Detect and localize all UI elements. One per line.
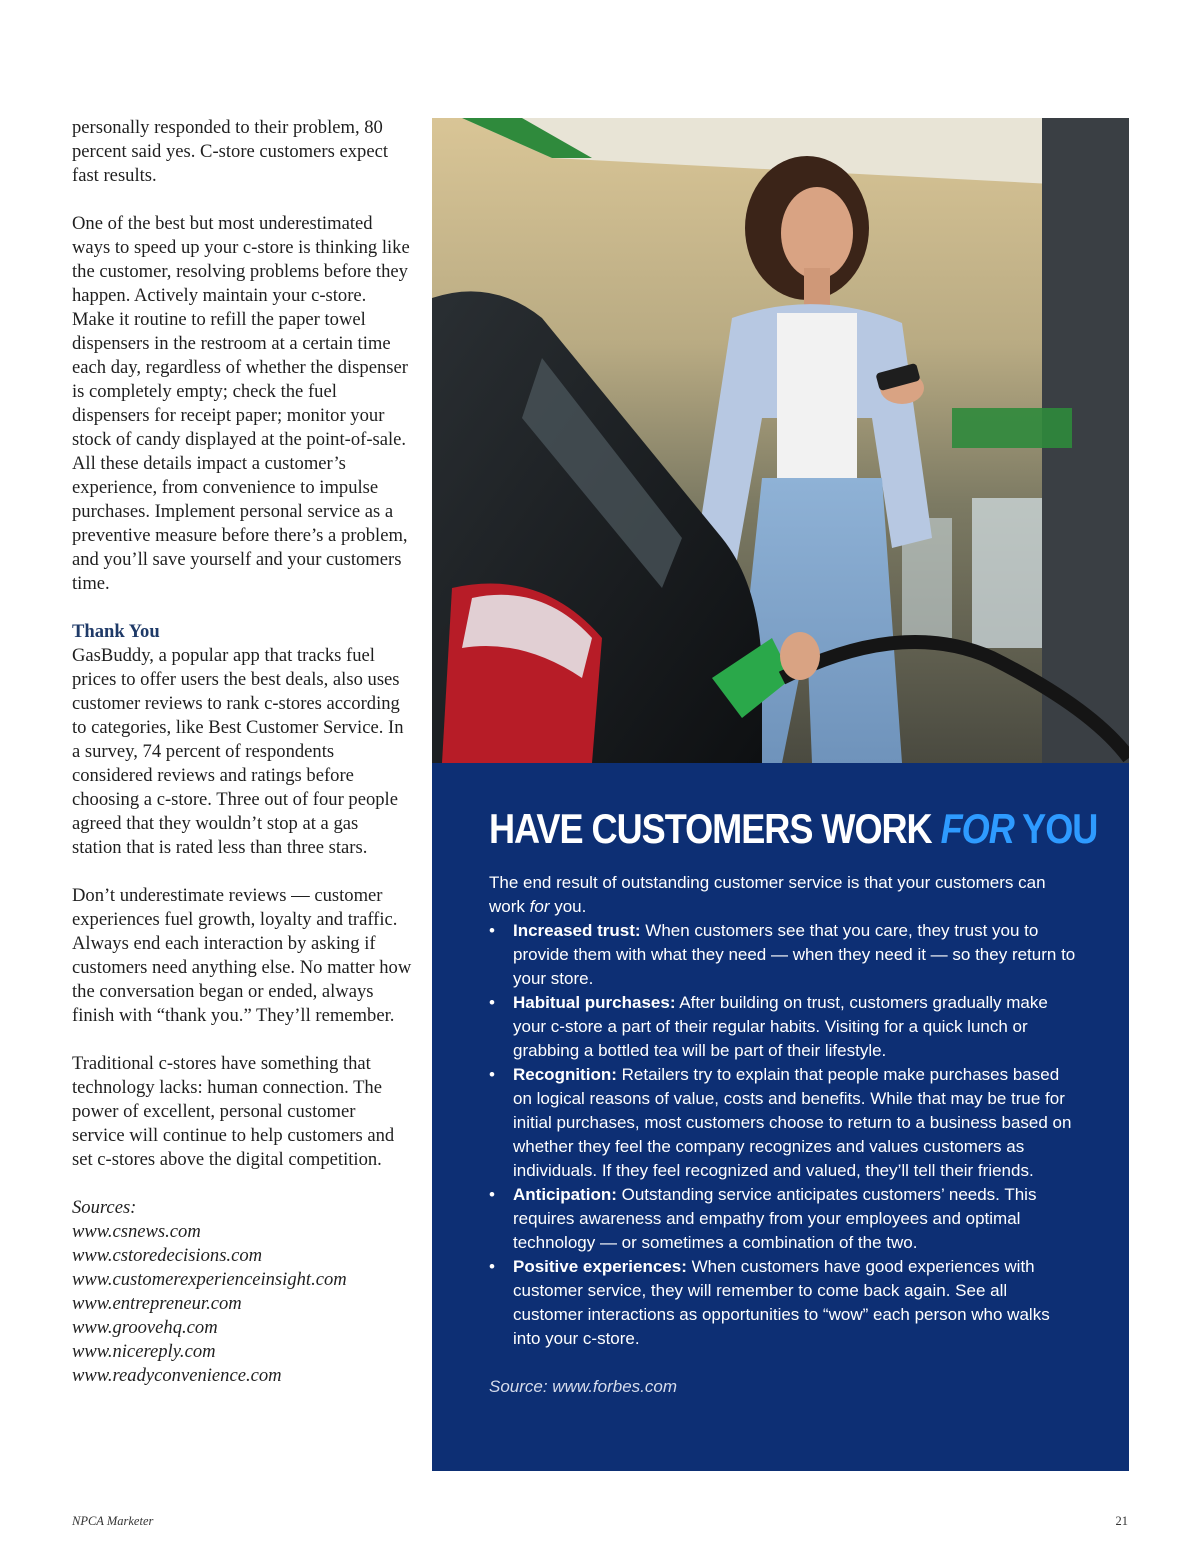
source-link[interactable]: www.nicereply.com bbox=[72, 1341, 216, 1362]
list-item bbox=[489, 991, 1081, 1063]
sidebar-bullet-list bbox=[489, 919, 1081, 1351]
sidebar-intro-end: you. bbox=[554, 897, 587, 916]
list-item bbox=[489, 1063, 1081, 1183]
paragraph-5: Traditional c-stores have something that technology lacks: human connection. The power of excellent, personal customer service will continue to help customers and set c-stores above the digital competition. bbox=[72, 1053, 395, 1170]
page-number: 21 bbox=[1115, 1514, 1128, 1528]
sidebar-title-main: HAVE CUSTOMERS WORK bbox=[489, 805, 932, 852]
photo-woman-fueling-car bbox=[432, 118, 1129, 763]
source-link[interactable]: www.readyconvenience.com bbox=[72, 1365, 282, 1386]
section-heading-thank-you: Thank You bbox=[72, 621, 160, 642]
source-link[interactable]: www.entrepreneur.com bbox=[72, 1293, 242, 1314]
sidebar-title-accent: FOR bbox=[940, 805, 1014, 852]
bullet-icon: • bbox=[489, 993, 495, 1012]
list-item-text: When customers have good experiences with customer service, they will remember to come back again. See all customer interactions as opportunities to “wow” each person who walks into your c-store. bbox=[513, 1257, 1050, 1348]
list-item-text: When customers see that you care, they trust you to provide them with what they need — when they need it — so they return to your store. bbox=[513, 921, 1076, 988]
source-link[interactable]: www.groovehq.com bbox=[72, 1317, 218, 1338]
source-link[interactable]: www.csnews.com bbox=[72, 1221, 201, 1242]
sidebar-box bbox=[432, 763, 1129, 1471]
bullet-icon: • bbox=[489, 1257, 495, 1276]
list-item-term: Anticipation: bbox=[513, 1185, 617, 1204]
sidebar-source: Source: www.forbes.com bbox=[489, 1377, 678, 1396]
source-link[interactable]: www.customerexperienceinsight.com bbox=[72, 1269, 347, 1290]
list-item-term: Positive experiences: bbox=[513, 1257, 687, 1276]
sidebar-title bbox=[489, 803, 1098, 855]
bullet-icon: • bbox=[489, 1065, 495, 1084]
article-left-column bbox=[72, 116, 412, 1388]
list-item-term: Habitual purchases: bbox=[513, 993, 676, 1012]
sidebar-intro-start: The end result of outstanding customer service is that your customers can work bbox=[489, 873, 1046, 916]
list-item-term: Recognition: bbox=[513, 1065, 617, 1084]
sidebar-intro-italic: for bbox=[529, 897, 550, 916]
sources-label: Sources: bbox=[72, 1197, 137, 1218]
list-item bbox=[489, 1255, 1081, 1351]
bullet-icon: • bbox=[489, 921, 495, 940]
list-item-term: Increased trust: bbox=[513, 921, 641, 940]
list-item bbox=[489, 919, 1081, 991]
source-link[interactable]: www.cstoredecisions.com bbox=[72, 1245, 263, 1266]
paragraph-3: GasBuddy, a popular app that tracks fuel prices to offer users the best deals, also uses customer reviews to rank c-stores according to categories, like Best Customer Service. In a survey, 74 percent of respondents considered reviews and ratings before choosing a c-store. Three out of four people agreed that they wouldn’t stop at a gas station that is rated less than three stars. bbox=[72, 645, 404, 858]
sidebar-title-end: YOU bbox=[1022, 805, 1098, 852]
paragraph-4: Don’t underestimate reviews — customer experiences fuel growth, loyalty and traffic. Always end each interaction by asking if customers need anything else. No matter how the conversation began or ended, always finish with “thank you.” They’ll remember. bbox=[72, 885, 412, 1026]
paragraph-1: personally responded to their problem, 80 percent said yes. C-store customers expect fast results. bbox=[72, 117, 388, 186]
photo-illustration bbox=[432, 118, 1129, 763]
sources-block bbox=[72, 1196, 412, 1388]
footer-publication: NPCA Marketer bbox=[72, 1514, 154, 1528]
list-item bbox=[489, 1183, 1081, 1255]
list-item-text: Retailers try to explain that people make purchases based on logical reasons of value, costs and benefits. While that may be true for initial purchases, most customers choose to return to a business based on whether they feel the company recognizes and values customers as individuals. If they feel recognized and valued, they’ll tell their friends. bbox=[513, 1065, 1072, 1180]
paragraph-2: One of the best but most underestimated ways to speed up your c-store is thinking like the customer, resolving problems before they happen. Actively maintain your c-store. Make it routine to refill the paper towel dispensers in the restroom at a certain time each day, regardless of whether the dispenser is completely empty; check the fuel dispensers for receipt paper; monitor your stock of candy displayed at the point-of-sale. All these details impact a customer’s experience, from convenience to impulse purchases. Implement personal service as a preventive measure before there’s a problem, and you’ll save yourself and your customers time. bbox=[72, 213, 410, 594]
list-item-text: After building on trust, customers gradually make your c-store a part of their regular habits. Visiting for a quick lunch or grabbing a bottled tea will be part of their lifestyle. bbox=[513, 993, 1048, 1060]
list-item-text: Outstanding service anticipates customers’ needs. This requires awareness and empathy from your employees and optimal technology — or sometimes a combination of the two. bbox=[513, 1185, 1037, 1252]
bullet-icon: • bbox=[489, 1185, 495, 1204]
sidebar-intro bbox=[489, 871, 1081, 919]
